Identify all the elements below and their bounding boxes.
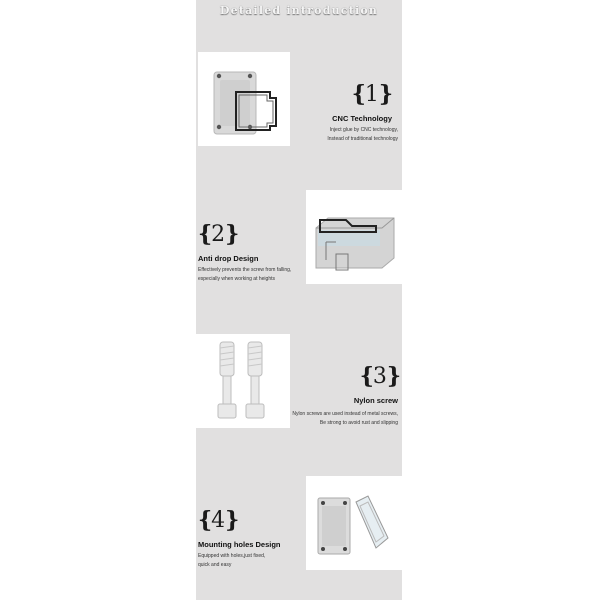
nylon-screws-image — [196, 334, 290, 428]
section-1-number: {1} — [351, 81, 392, 107]
page-title: Detailed introduction — [219, 4, 379, 17]
section-2-desc — [198, 266, 291, 284]
section-3-title: Nylon screw — [353, 396, 398, 405]
section-3-desc-line-1: Nylon screws are used instead of metal screws, — [292, 411, 398, 417]
mounting-holes-photo — [306, 476, 402, 570]
section-4-desc — [198, 552, 265, 570]
section-4-digit: 4 — [211, 508, 226, 533]
section-1-desc-line-2: Instead of traditional technology — [327, 136, 398, 142]
section-2-desc-line-2: especially when working at heights — [198, 276, 275, 282]
section-3-number: {3} — [359, 363, 400, 389]
section-1-desc — [327, 126, 398, 144]
section-4-desc-line-1: Equipped with holes,just fixed, — [198, 553, 266, 559]
section-4-number: {4} — [198, 507, 239, 533]
section-2-desc-line-1: Effectively prevents the screw from falling, — [198, 267, 292, 273]
section-3-digit: 3 — [372, 364, 387, 389]
section-1-digit: 1 — [364, 82, 379, 107]
section-1-desc-line-1: Inject glue by CNC technology, — [329, 127, 398, 133]
section-3-desc — [292, 410, 398, 428]
cnc-box-photo — [198, 52, 290, 146]
section-1-title: CNC Technology — [332, 114, 392, 123]
section-2-title: Anti drop Design — [198, 254, 259, 263]
section-3-desc-line-2: Be strong to avoid rust and slipping — [319, 420, 398, 426]
box-lid-image — [306, 190, 402, 284]
section-2-number: {2} — [198, 221, 239, 247]
anti-drop-photo — [306, 190, 402, 284]
section-4-title: Mounting holes Design — [198, 540, 281, 549]
open-box-image — [306, 476, 402, 570]
section-4-desc-line-2: quick and easy — [198, 562, 232, 568]
detail-strip — [196, 0, 402, 600]
section-2-digit: 2 — [211, 222, 226, 247]
enclosure-box-image — [198, 52, 290, 146]
nylon-screw-photo — [196, 334, 290, 428]
